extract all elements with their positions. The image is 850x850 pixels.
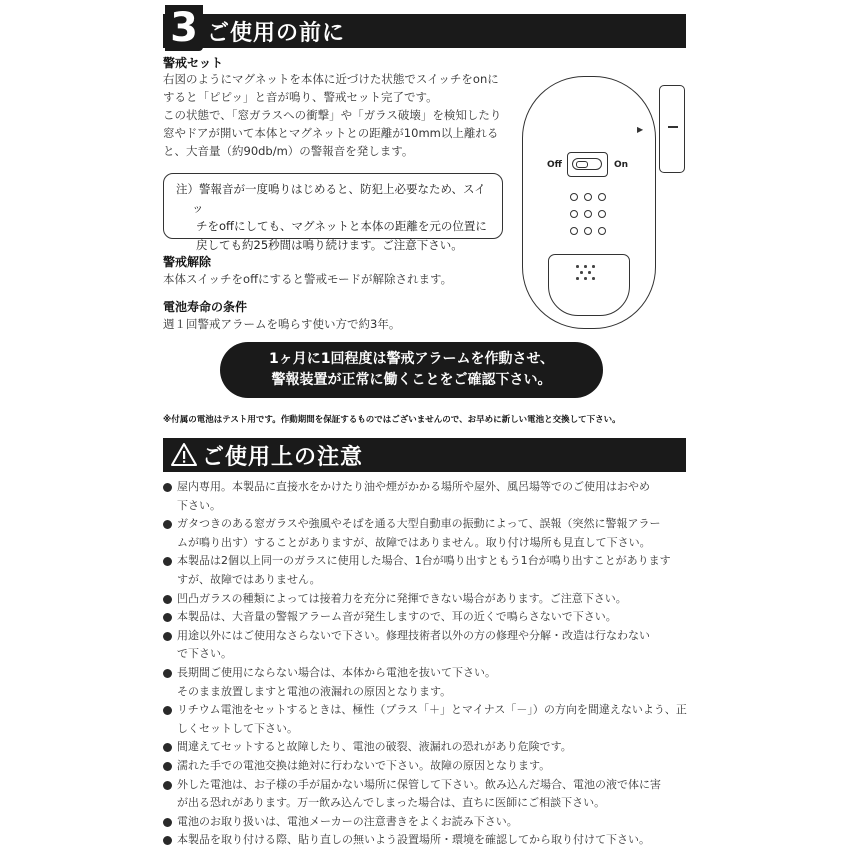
caution-item-text: 凹凸ガラスの種類によっては接着力を充分に発揮できない場合があります。ご注意下さい。 [177, 591, 627, 605]
caution-item [163, 515, 693, 552]
caution-item [163, 552, 693, 589]
banner-line: 警報装置が正常に働くことをご確認下さい。 [271, 372, 552, 388]
caution-item-text: リチウム電池をセットするときは、極性（プラス「＋」とマイナス「－」）の方向を間違えないよう、正 [177, 703, 687, 717]
caution-item-text: 用途以外にはご使用なさらないで下さい。修理技術者以外の方の修理や分解・改造は行なわない [177, 628, 650, 642]
caution-item [163, 627, 693, 664]
section-number: 3 [165, 5, 203, 51]
bullet-icon [163, 836, 172, 845]
switch-off-label: Off [547, 160, 562, 170]
speaker-holes [570, 193, 606, 235]
caution-item [163, 831, 693, 850]
bullet-icon [163, 818, 172, 827]
caution-item [163, 664, 693, 701]
bullet-icon [163, 669, 172, 678]
battery-life-text: 週１回警戒アラームを鳴らす使い方で約3年。 [163, 317, 401, 331]
switch-track [572, 158, 602, 170]
caution-item [163, 701, 693, 738]
switch-on-label: On [614, 160, 629, 170]
caution-item-text: すが、故障ではありません。 [177, 572, 321, 586]
caution-item-text: そのまま放置しますと電池の液漏れの原因となります。 [177, 684, 452, 698]
alarm-set-heading: 警戒セット [163, 56, 224, 70]
caution-item-text: 濡れた手での電池交換は絶対に行わないで下さい。故障の原因となります。 [177, 758, 551, 772]
alarm-set-line: 右図のようにマグネットを本体に近づけた状態でスイッチをonに [163, 72, 499, 86]
caution-item-text: が出る恐れがあります。万一飲み込んでしまった場合は、直ちに医師にご相談下さい。 [177, 796, 606, 810]
caution-item-text: ガタつきのある窓ガラスや強風やそばを通る大型自動車の振動によって、誤報（突然に警報アラー [177, 517, 661, 531]
bullet-icon [163, 706, 172, 715]
bullet-icon [163, 762, 172, 771]
section-header [163, 5, 686, 51]
note-line: 注）警報音が一度鳴りはじめると、防犯上必要なため、スイッ [176, 182, 486, 215]
caution-header [163, 438, 686, 472]
caution-item [163, 757, 693, 776]
caution-item-text: 屋内専用。本製品に直接水をかけたり油や煙がかかる場所や屋外、風呂場等でのご使用はおやめ [177, 480, 650, 493]
caution-item-text: 長期間ご使用にならない場合は、本体から電池を抜いて下さい。 [177, 665, 496, 679]
caution-item-text: 本製品を取り付ける際、貼り直しの無いよう設置場所・環境を確認してから取り付けて下さい。 [177, 833, 650, 847]
bullet-icon [163, 557, 172, 566]
switch-knob [576, 161, 588, 168]
power-switch [567, 152, 608, 177]
bullet-icon [163, 483, 172, 492]
banner-line: 1ヶ月に1回程度は警戒アラームを作動させ、 [268, 351, 555, 367]
caution-title: ご使用上の注意 [202, 444, 364, 470]
alarm-release-text: 本体スイッチをoffにすると警戒モードが解除されます。 [163, 272, 453, 286]
bullet-icon [163, 520, 172, 529]
bullet-icon [163, 632, 172, 641]
caution-item-text: しくセットして下さい。 [177, 721, 298, 735]
caution-item-text: で下さい。 [177, 647, 232, 661]
note-line: チをoffにしても、マグネットと本体の距離を元の位置に [196, 219, 487, 233]
battery-cover [548, 254, 630, 316]
caution-item [163, 608, 693, 627]
caution-item [163, 590, 693, 609]
alarm-set-line: すると「ピピッ」と音が鳴り、警戒セット完了です。 [163, 90, 438, 104]
alarm-set-text [163, 70, 508, 160]
section-title: ご使用の前に [207, 20, 346, 46]
arrow-icon: ▶ [637, 125, 644, 134]
note-box [163, 173, 503, 252]
caution-item-text: 外した電池は、お子様の手が届かない場所に保管して下さい。飲み込んだ場合、電池の液で体に害 [177, 777, 661, 791]
alarm-release-heading: 警戒解除 [163, 255, 212, 269]
caution-list [163, 478, 693, 850]
caution-item [163, 738, 693, 757]
alarm-set-line: と、大音量（約90db/m）の警報音を発します。 [163, 144, 414, 158]
bullet-icon [163, 743, 172, 752]
magnet-illustration [659, 85, 685, 173]
alarm-set-line: この状態で、「窓ガラスへの衝撃」や「ガラス破壊」を検知したり [163, 108, 502, 122]
bullet-icon [163, 781, 172, 790]
caution-item [163, 776, 693, 813]
caution-item [163, 478, 693, 515]
magnet-mark [668, 126, 678, 128]
bullet-icon [163, 613, 172, 622]
warning-icon [171, 442, 197, 468]
caution-item-text: 間違えてセットすると故障したり、電池の破裂、液漏れの恐れがあり危険です。 [177, 740, 572, 754]
monthly-check-banner [220, 342, 603, 398]
caution-item-text: 本製品は2個以上同一のガラスに使用した場合、1台が鳴り出すともう1台が鳴り出すことがあります [177, 554, 671, 568]
caution-item [163, 813, 693, 832]
battery-footnote: ※付属の電池はテスト用です。作動期間を保証するものではございませんので、お早めに新しい電池と交換して下さい。 [163, 415, 621, 425]
alarm-set-line: 窓やドアが開いて本体とマグネットとの距離が10mm以上離れる [163, 126, 499, 140]
caution-item-text: 下さい。 [177, 498, 221, 512]
caution-item-text: 本製品は、大音量の警報アラーム音が発生しますので、耳の近くで鳴らさないで下さい。 [177, 610, 617, 624]
note-line: 戻しても約25秒間は鳴り続けます。ご注意下さい。 [196, 237, 463, 252]
bullet-icon [163, 595, 172, 604]
battery-life-heading: 電池寿命の条件 [163, 300, 248, 314]
caution-item-text: 電池のお取り扱いは、電池メーカーの注意書きをよくお読み下さい。 [177, 814, 518, 828]
caution-item-text: ムが鳴り出す）することがありますが、故障ではありません。取り付け場所も見直して下さい。 [177, 535, 651, 549]
